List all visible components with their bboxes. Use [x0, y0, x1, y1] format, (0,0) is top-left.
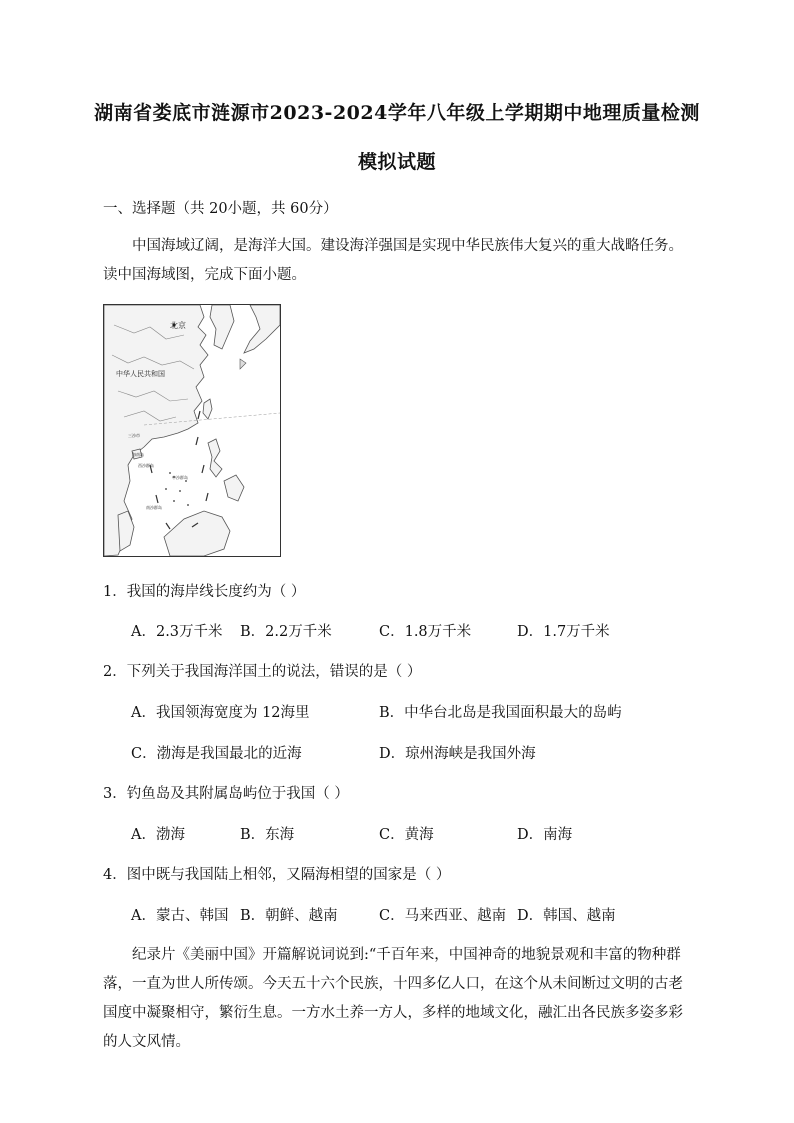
passage-paragraph: 纪录片《美丽中国》开篇解说词说到:“千百年来，中国神奇的地貌景观和丰富的物种群落，一直为世人所传颂。今天五十六个民族，十四多亿人口，在这个从未间断过文明的古老国度中凝聚相守，繁衍生息。一方水土养一方人，多样的地域文化，融汇出各民族多姿多彩的人文风情。: [103, 947, 683, 1050]
question-2-option-d[interactable]: D．琼州海峡是我国外海: [379, 746, 536, 762]
question-3-stem: 3．钓鱼岛及其附属岛屿位于我国（ ）: [103, 786, 349, 802]
question-2-stem: 2．下列关于我国海洋国土的说法，错误的是（ ）: [103, 664, 422, 680]
map-label-beijing: 北京: [170, 321, 186, 330]
question-2-option-c[interactable]: C．渤海是我国最北的近海: [131, 746, 302, 762]
question-2-option-a[interactable]: A．我国领海宽度为 12海里: [131, 705, 310, 721]
question-3-option-b[interactable]: B．东海: [240, 827, 295, 843]
map-label-zhongsha: 中沙群岛: [172, 475, 188, 480]
question-4-stem: 4．图中既与我国陆上相邻，又隔海相望的国家是（ ）: [103, 867, 451, 883]
question-1-stem: 1．我国的海岸线长度约为（ ）: [103, 584, 306, 600]
map-label-nansha: 南沙群岛: [146, 505, 162, 510]
map-label-xisha: 西沙群岛: [138, 463, 154, 468]
question-2-option-b[interactable]: B．中华台北岛是我国面积最大的岛屿: [379, 705, 622, 721]
question-3-option-a[interactable]: A．渤海: [131, 827, 185, 843]
question-4-option-a[interactable]: A．蒙古、韩国: [131, 908, 229, 924]
map-label-prc: 中华人民共和国: [116, 370, 165, 378]
map-label-sansha: 三沙市: [128, 433, 140, 438]
china-sea-map: [103, 304, 281, 557]
intro-paragraph: 中国海域辽阔，是海洋大国。建设海洋强国是实现中华民族伟大复兴的重大战略任务。读中国海域图，完成下面小题。: [103, 238, 683, 283]
section-heading: 一、选择题（共 20小题，共 60分）: [103, 201, 338, 217]
title-line-2: 模拟试题: [357, 151, 436, 173]
question-1-option-b[interactable]: B．2.2万千米: [240, 624, 332, 640]
question-4-option-c[interactable]: C．马来西亚、越南: [379, 908, 507, 924]
map-label-hainan: 海南岛: [132, 452, 144, 457]
question-1-option-a[interactable]: A．2.3万千米: [131, 624, 223, 640]
map-figure: [104, 305, 280, 556]
question-4-option-b[interactable]: B．朝鲜、越南: [240, 908, 338, 924]
question-3-option-c[interactable]: C．黄海: [379, 827, 434, 843]
question-3-option-d[interactable]: D．南海: [517, 827, 573, 843]
question-1-option-c[interactable]: C．1.8万千米: [379, 624, 472, 640]
question-4-option-d[interactable]: D．韩国、越南: [517, 908, 616, 924]
title-line-1: 湖南省娄底市涟源市2023-2024学年八年级上学期期中地理质量检测: [94, 102, 700, 124]
question-1-option-d[interactable]: D．1.7万千米: [517, 624, 610, 640]
